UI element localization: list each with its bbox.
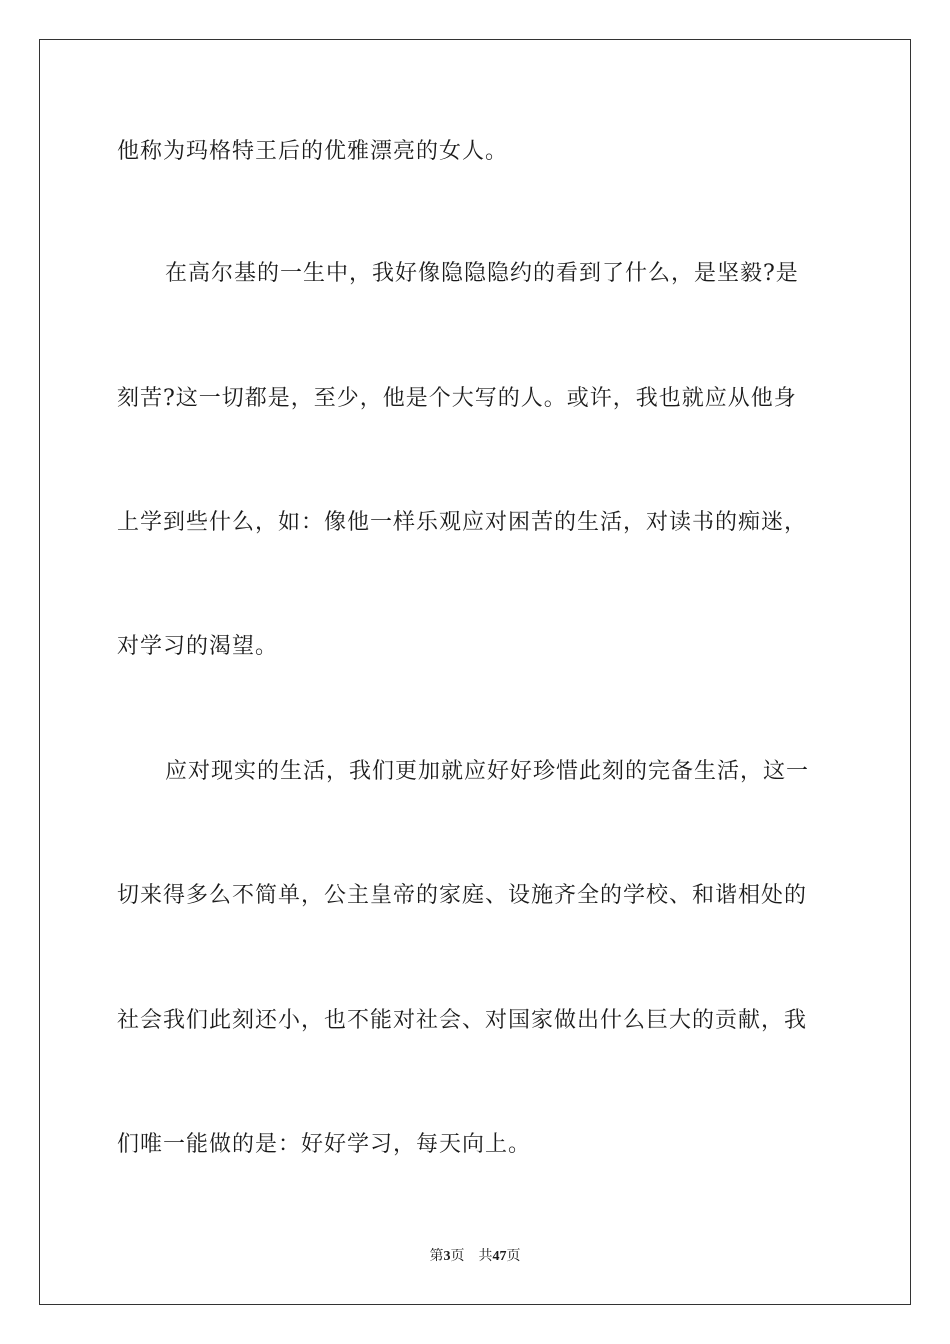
text-line-7: 切来得多么不简单，公主皇帝的家庭、设施齐全的学校、和谐相处的 — [117, 883, 808, 908]
total-pages: 47 — [492, 1249, 507, 1264]
page-footer — [0, 1246, 950, 1267]
text-line-8: 社会我们此刻还小，也不能对社会、对国家做出什么巨大的贡献，我 — [117, 1008, 808, 1033]
text-line-1: 他称为玛格特王后的优雅漂亮的女人。 — [117, 139, 509, 164]
text-line-3: 刻苦?这一切都是，至少，他是个大写的人。或许，我也就应从他身 — [117, 386, 797, 411]
page-border — [39, 39, 911, 1305]
text-line-9: 们唯一能做的是：好好学习，每天向上。 — [117, 1132, 532, 1157]
page-suffix: 页 — [450, 1248, 465, 1264]
page-prefix: 第 — [429, 1248, 444, 1264]
text-line-4: 上学到些什么，如：像他一样乐观应对困苦的生活，对读书的痴迷， — [117, 510, 808, 535]
text-line-5: 对学习的渴望。 — [117, 634, 279, 659]
text-line-6: 应对现实的生活，我们更加就应好好珍惜此刻的完备生活，这一 — [165, 759, 810, 784]
text-line-2: 在高尔基的一生中，我好像隐隐隐约的看到了什么，是坚毅?是 — [165, 261, 799, 286]
total-prefix: 共 — [478, 1248, 493, 1264]
page-number: 3 — [443, 1249, 451, 1264]
total-suffix: 页 — [506, 1248, 521, 1264]
